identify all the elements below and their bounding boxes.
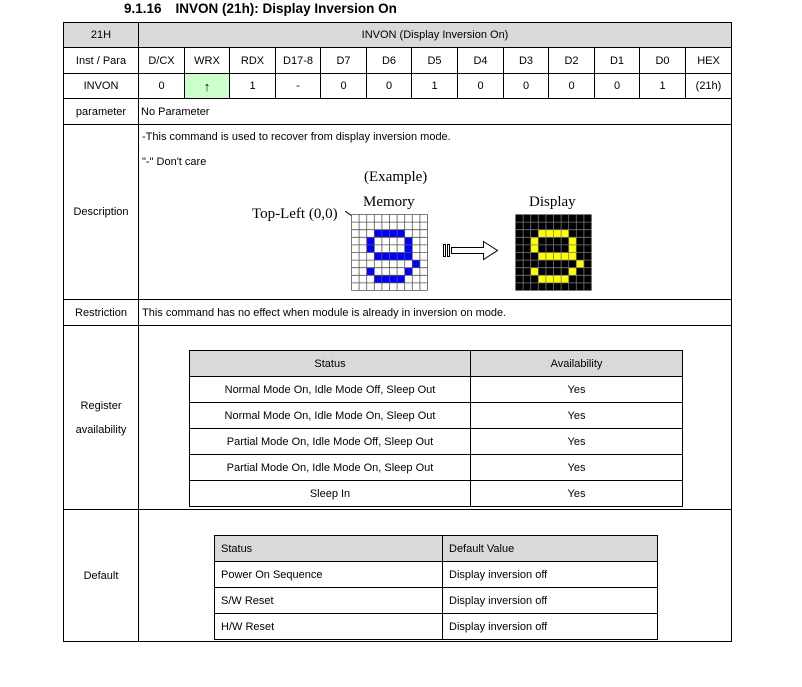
default-status: Power On Sequence [215,562,443,588]
col-header: D5 [412,48,458,74]
default-value: Display inversion off [443,588,658,614]
restriction-value: This command has no effect when module is already in inversion on mode. [139,300,732,326]
description-text: -This command is used to recover from display inversion mode. [142,131,451,143]
grid-pixel [554,275,562,283]
inst-cell: 0 [367,74,412,99]
command-table [63,22,732,642]
register-table [189,350,683,507]
inst-cell: 0 [549,74,595,99]
grid-pixel [405,253,413,261]
table-row [215,614,658,640]
default-cell [139,510,732,642]
grid-pixel [367,237,375,245]
inst-cell: INVON [64,74,139,99]
grid-pixel [405,245,413,253]
table-row [190,429,683,455]
col-header: HEX [686,48,732,74]
grid-pixel [382,275,390,283]
grid-pixel [390,253,398,261]
default-status: S/W Reset [215,588,443,614]
register-status: Partial Mode On, Idle Mode On, Sleep Out [190,455,471,481]
grid-pixel [561,230,569,238]
grid-pixel [374,275,382,283]
col-header: D0 [640,48,686,74]
grid-pixel [397,230,405,238]
memory-grid [351,214,428,291]
default-value: Display inversion off [443,562,658,588]
grid-pixel [397,275,405,283]
display-label: Display [529,194,576,210]
inst-cell: - [276,74,321,99]
grid-pixel [390,230,398,238]
section-number: 9.1.16 [124,1,162,16]
register-status: Normal Mode On, Idle Mode On, Sleep Out [190,403,471,429]
col-header: D1 [595,48,640,74]
section-heading [124,1,411,16]
grid-pixel [367,245,375,253]
grid-pixel [382,230,390,238]
parameter-label: parameter [64,99,139,125]
col-header: WRX [185,48,230,74]
register-status: Normal Mode On, Idle Mode Off, Sleep Out [190,377,471,403]
table-row [190,481,683,507]
grid-pixel [367,268,375,276]
top-left-label: Top-Left (0,0) [252,206,338,222]
grid-pixel [569,253,577,261]
inst-cell: 0 [139,74,185,99]
description-label: Description [64,125,139,300]
grid-pixel [531,245,539,253]
dont-care-note: "-" Don't care [142,156,207,168]
grid-pixel [546,230,554,238]
command-name: INVON (Display Inversion On) [139,23,732,48]
table-row [215,588,658,614]
grid-pixel [569,245,577,253]
grid-pixel [405,237,413,245]
grid-pixel [397,253,405,261]
grid-pixel [412,260,420,268]
register-label [64,326,139,510]
grid-pixel [546,275,554,283]
col-header: D2 [549,48,595,74]
grid-pixel [531,237,539,245]
col-header: D3 [504,48,549,74]
example-label: (Example) [364,169,428,185]
transform-arrow-icon [443,240,499,262]
default-table [214,535,658,640]
col-header: D7 [321,48,367,74]
grid-pixel [546,253,554,261]
register-status: Sleep In [190,481,471,507]
register-header-availability: Availability [471,351,683,377]
wrx-rising-edge-cell: ↑ [185,74,230,99]
grid-pixel [554,253,562,261]
col-header: D/CX [139,48,185,74]
command-code: 21H [64,23,139,48]
instruction-row [64,74,732,99]
grid-pixel [538,275,546,283]
table-row [190,403,683,429]
inst-cell: (21h) [686,74,732,99]
col-header: D4 [458,48,504,74]
col-header: D17-8 [276,48,321,74]
description-cell [139,125,732,300]
register-availability: Yes [471,429,683,455]
register-header-status: Status [190,351,471,377]
register-availability: Yes [471,403,683,429]
inst-cell: 0 [504,74,549,99]
default-status: H/W Reset [215,614,443,640]
inst-cell: 0 [595,74,640,99]
grid-pixel [390,275,398,283]
inst-cell: 0 [458,74,504,99]
default-header-value: Default Value [443,536,658,562]
grid-pixel [382,253,390,261]
grid-pixel [569,237,577,245]
grid-pixel [561,275,569,283]
col-header: Inst / Para [64,48,139,74]
register-status: Partial Mode On, Idle Mode Off, Sleep Out [190,429,471,455]
register-availability: Yes [471,481,683,507]
table-row [190,377,683,403]
section-title: INVON (21h): Display Inversion On [175,1,397,16]
parameter-value: No Parameter [139,99,732,125]
table-row [190,455,683,481]
register-cell [139,326,732,510]
grid-pixel [538,253,546,261]
inst-cell: 1 [230,74,276,99]
grid-pixel [531,268,539,276]
default-value: Display inversion off [443,614,658,640]
register-availability: Yes [471,377,683,403]
display-grid [515,214,592,291]
memory-label: Memory [363,194,415,210]
register-availability: Yes [471,455,683,481]
inst-cell: 1 [412,74,458,99]
grid-pixel [554,230,562,238]
grid-pixel [538,230,546,238]
register-label-line1: Register [80,399,122,412]
grid-pixel [561,253,569,261]
grid-pixel [374,253,382,261]
grid-pixel [569,268,577,276]
register-label-line2: availability [75,423,127,436]
default-header-status: Status [215,536,443,562]
restriction-label: Restriction [64,300,139,326]
grid-pixel [405,268,413,276]
inst-cell: 0 [321,74,367,99]
inst-cell: 1 [640,74,686,99]
col-header: RDX [230,48,276,74]
column-header-row [64,48,732,74]
grid-pixel [374,230,382,238]
grid-pixel [576,260,584,268]
col-header: D6 [367,48,412,74]
table-row [215,562,658,588]
default-label: Default [64,510,139,642]
